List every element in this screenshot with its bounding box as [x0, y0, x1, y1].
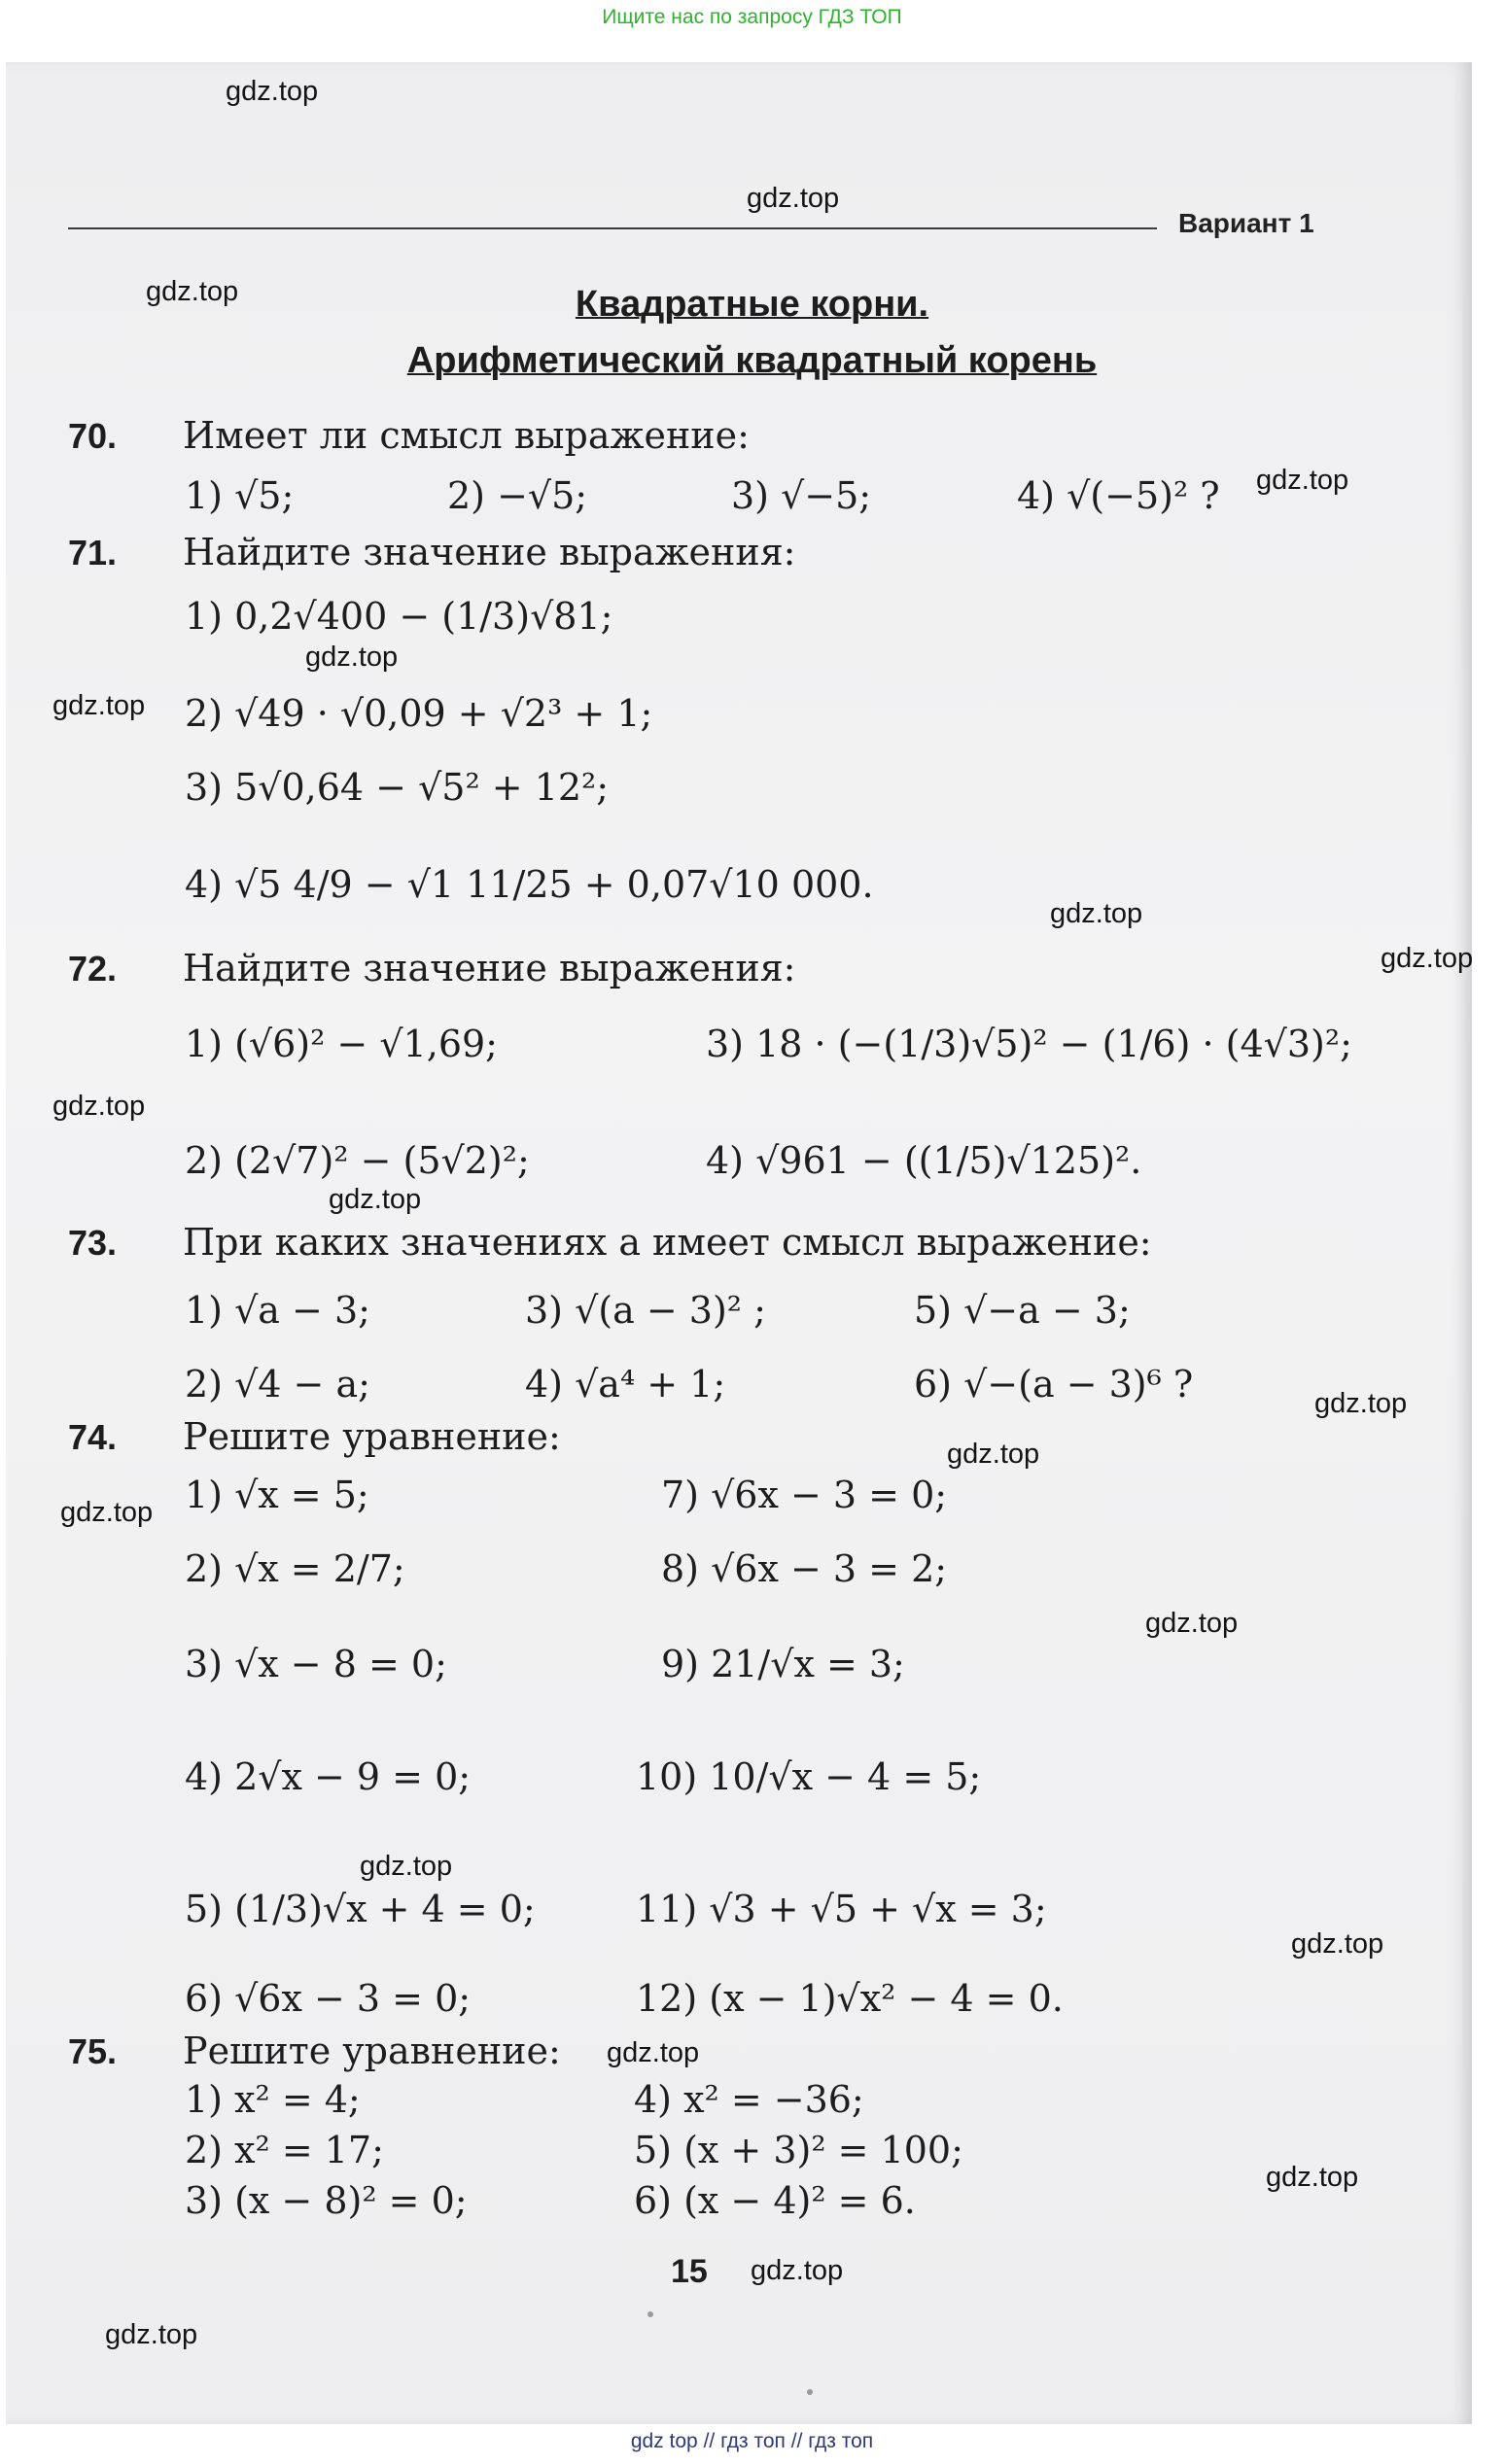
problem-item: 3) (x − 8)² = 0; [185, 2179, 468, 2222]
top-banner: Ищите нас по запросу ГДЗ ТОП [602, 6, 902, 28]
problem-item: 2) √x = 2/7; [185, 1547, 405, 1590]
watermark: gdz.top [52, 1091, 146, 1122]
problem-item: 1) √a − 3; [185, 1289, 370, 1332]
problem-item: 5) (x + 3)² = 100; [634, 2129, 963, 2171]
problem-item: 4) 2√x − 9 = 0; [185, 1755, 472, 1798]
problem-number: 72. [68, 949, 118, 989]
watermark: gdz.top [1266, 2162, 1359, 2193]
watermark: gdz.top [1381, 943, 1474, 974]
problem-prompt: При каких значениях a имеет смысл выражение: [183, 1221, 1152, 1264]
problem-prompt: Найдите значение выражения: [183, 531, 796, 573]
problem-item: 2) (2√7)² − (5√2)²; [185, 1139, 530, 1182]
variant-label: Вариант 1 [1178, 208, 1314, 238]
problem-item: 2) x² = 17; [185, 2129, 384, 2171]
problem-item: 6) √−(a − 3)⁶ ? [914, 1363, 1194, 1406]
problem-number: 74. [68, 1417, 118, 1457]
problem-number: 75. [68, 2031, 118, 2071]
problem-item: 9) 21/√x = 3; [661, 1643, 905, 1685]
problem-item: 5) (1/3)√x + 4 = 0; [185, 1888, 536, 1930]
bottom-banner: gdz top // гдз топ // гдз топ [630, 2430, 874, 2452]
problem-prompt: Найдите значение выражения: [183, 947, 796, 989]
watermark: gdz.top [747, 183, 840, 214]
section-subtitle: Арифметический квадратный корень [406, 340, 1098, 381]
problem-number: 70. [68, 416, 118, 456]
scan-speck [807, 2389, 813, 2395]
problem-item: 3) √x − 8 = 0; [185, 1643, 447, 1685]
problem-item: 1) √x = 5; [185, 1474, 369, 1516]
problem-item: 3) √(a − 3)² ; [525, 1289, 766, 1332]
page-number: 15 [671, 2253, 708, 2290]
problem-item: 4) √961 − ((1/5)√125)². [706, 1139, 1142, 1182]
watermark: gdz.top [52, 690, 146, 721]
problem-item: 10) 10/√x − 4 = 5; [636, 1755, 982, 1798]
watermark: gdz.top [1050, 898, 1143, 929]
problem-item: 12) (x − 1)√x² − 4 = 0. [636, 1977, 1064, 2020]
problem-item: 3) 5√0,64 − √5² + 12²; [185, 766, 610, 809]
watermark: gdz.top [360, 1851, 453, 1882]
header-rule [68, 227, 1157, 229]
problem-item: 3) 18 · (−(1/3)√5)² − (1/6) · (4√3)²; [706, 1023, 1352, 1065]
watermark: gdz.top [1145, 1608, 1239, 1639]
problem-item: 1) √5; [185, 474, 295, 517]
watermark: gdz.top [146, 276, 239, 307]
watermark: gdz.top [947, 1439, 1040, 1470]
problem-item: 1) x² = 4; [185, 2078, 361, 2121]
problem-prompt: Решите уравнение: [183, 1415, 561, 1458]
watermark: gdz.top [1314, 1388, 1408, 1419]
watermark: gdz.top [305, 642, 399, 673]
problem-prompt: Имеет ли смысл выражение: [183, 414, 750, 457]
problem-item: 4) x² = −36; [634, 2078, 864, 2121]
problem-item: 2) √4 − a; [185, 1363, 370, 1406]
watermark: gdz.top [329, 1184, 422, 1215]
problem-item: 4) √a⁴ + 1; [525, 1363, 726, 1406]
watermark: gdz.top [1256, 465, 1349, 496]
problem-item: 4) √(−5)² ? [1017, 474, 1220, 517]
problem-item: 3) √−5; [731, 474, 872, 517]
watermark: gdz.top [751, 2255, 844, 2286]
problem-number: 71. [68, 533, 118, 573]
problem-prompt: Решите уравнение: [183, 2030, 561, 2072]
problem-number: 73. [68, 1223, 118, 1263]
problem-item: 6) (x − 4)² = 6. [634, 2179, 916, 2222]
problem-item: 6) √6x − 3 = 0; [185, 1977, 472, 2020]
problem-item: 2) √49 · √0,09 + √2³ + 1; [185, 692, 653, 735]
problem-item: 11) √3 + √5 + √x = 3; [636, 1888, 1047, 1930]
problem-item: 2) −√5; [447, 474, 588, 517]
problem-item: 5) √−a − 3; [914, 1289, 1131, 1332]
section-title: Квадратные корни. [575, 284, 929, 325]
problem-item: 4) √5 4/9 − √1 11/25 + 0,07√10 000. [185, 863, 874, 906]
watermark: gdz.top [607, 2037, 700, 2068]
watermark: gdz.top [105, 2319, 198, 2350]
problem-item: 8) √6x − 3 = 2; [661, 1547, 948, 1590]
problem-item: 1) 0,2√400 − (1/3)√81; [185, 595, 613, 638]
problem-item: 7) √6x − 3 = 0; [661, 1474, 948, 1516]
scan-speck [647, 2311, 653, 2317]
watermark: gdz.top [226, 76, 319, 107]
watermark: gdz.top [1291, 1928, 1384, 1960]
problem-item: 1) (√6)² − √1,69; [185, 1023, 498, 1065]
watermark: gdz.top [60, 1497, 154, 1528]
